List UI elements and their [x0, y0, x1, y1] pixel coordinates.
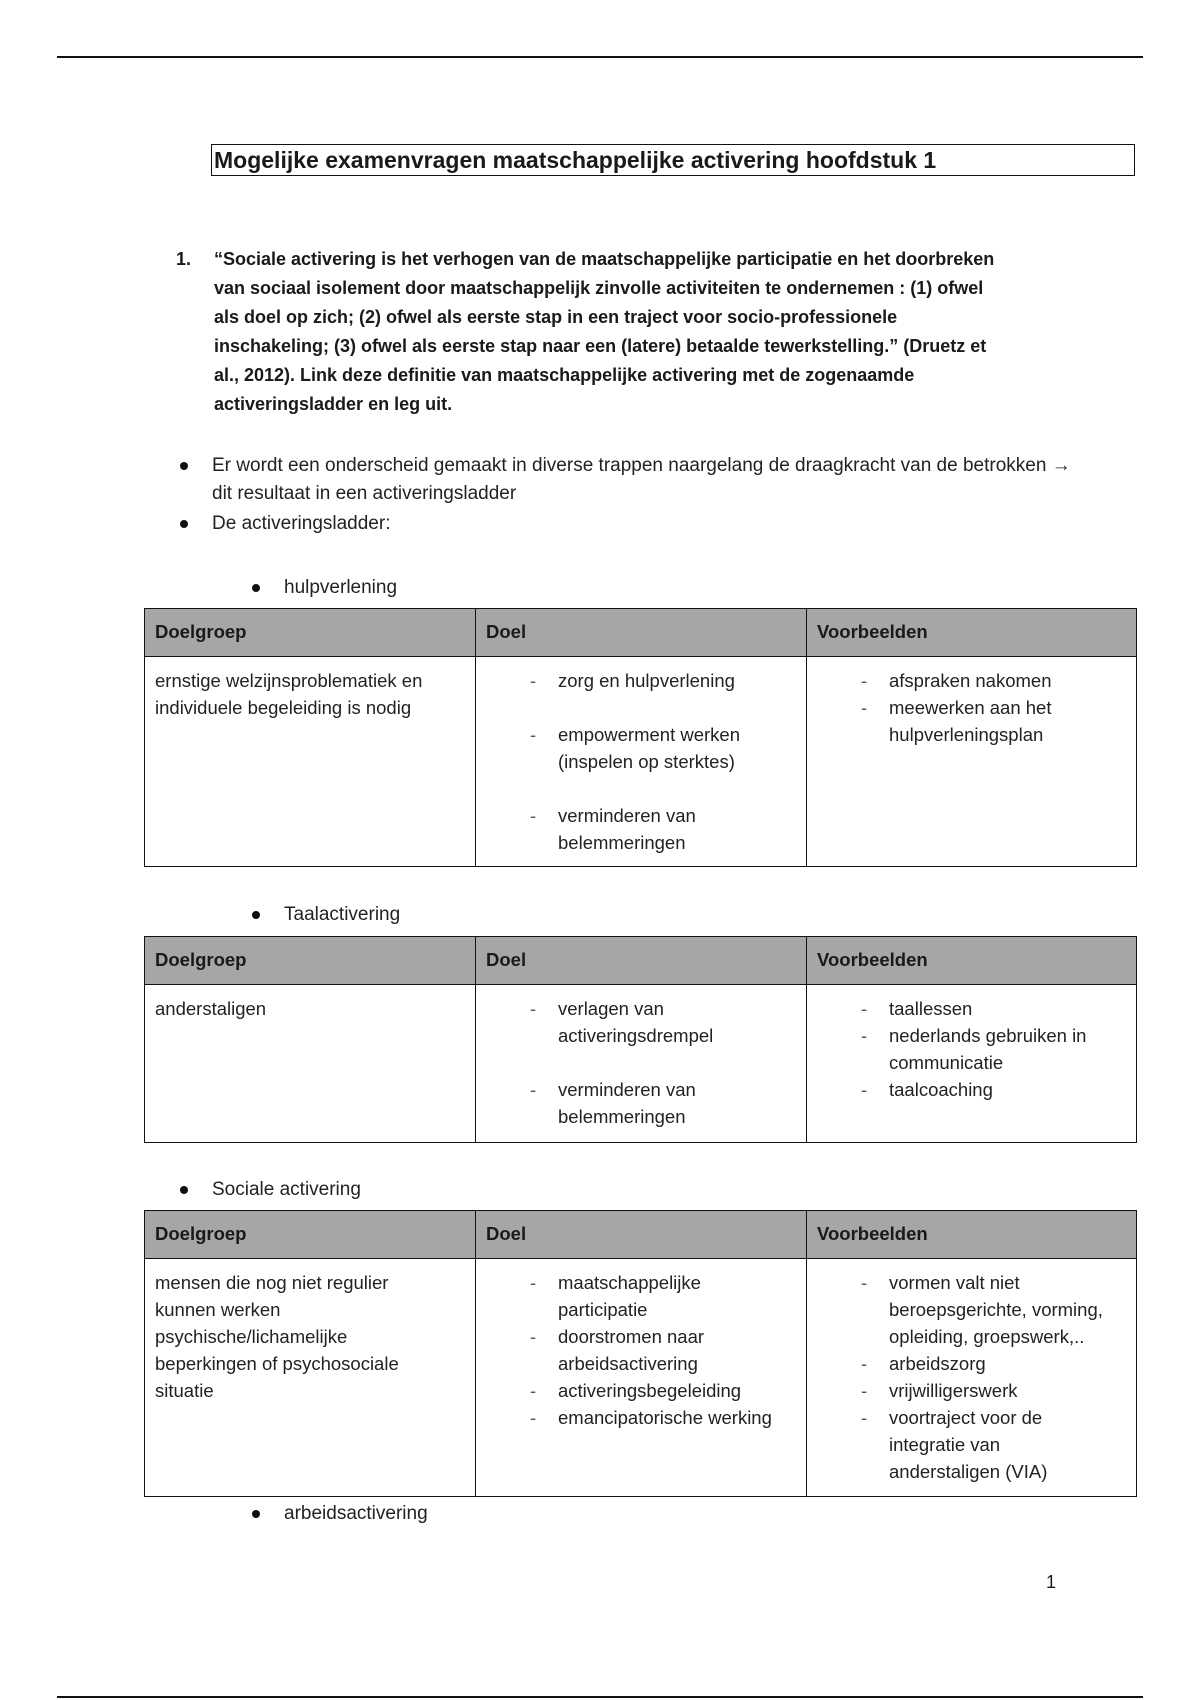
list-item: [817, 1269, 1126, 1350]
ladder-table-hulpverlening: [144, 608, 1137, 867]
cell-line: beperkingen of psychosociale: [155, 1353, 399, 1374]
cell-line: psychische/lichamelijke: [155, 1326, 348, 1347]
page-title: Mogelijke examenvragen maatschappelijke activering hoofdstuk 1: [211, 144, 1135, 176]
item-line: - verlagen van: [558, 998, 664, 1019]
item-line: - arbeidszorg: [889, 1353, 986, 1374]
item-line: - activeringsbegeleiding: [558, 1380, 742, 1401]
answer-bullet-distinction: [180, 452, 1140, 508]
list-item: [486, 1323, 796, 1377]
item-line: - zorg en hulpverlening: [558, 670, 735, 691]
header-doelgroep: Doelgroep: [145, 609, 476, 657]
item-line: - taallessen: [889, 998, 973, 1019]
section-label: Sociale activering: [212, 1179, 361, 1200]
section-label-sociale-activering: [180, 1176, 361, 1204]
question-line: activeringsladder en leg uit.: [214, 394, 453, 414]
answer-bullet-ladder: [180, 510, 390, 538]
cell-line: ernstige welzijnsproblematiek en: [155, 670, 423, 691]
page-number: 1: [1046, 1572, 1057, 1592]
list-item: [486, 1076, 796, 1130]
list-item: [486, 1269, 796, 1323]
footer-rule: [57, 1696, 1143, 1698]
list-item: [486, 1404, 796, 1431]
bullet-icon: [252, 584, 260, 592]
header-doelgroep: Doelgroep: [145, 1211, 476, 1259]
header-doel: Doel: [476, 937, 807, 985]
item-line: - vrijwilligerswerk: [889, 1380, 1018, 1401]
cell-doelgroep: [145, 1259, 476, 1497]
item-line: - verminderen van: [558, 805, 696, 826]
exam-question: [176, 245, 1076, 419]
table-header-row: [145, 937, 1137, 985]
cell-doel: [476, 985, 807, 1143]
list-item: [817, 694, 1126, 748]
list-item: [817, 1377, 1126, 1404]
item-line: - empowerment werken: [558, 724, 740, 745]
header-doel: Doel: [476, 1211, 807, 1259]
item-line: arbeidsactivering: [558, 1353, 698, 1374]
cell-doelgroep: [145, 657, 476, 867]
item-line: anderstaligen (VIA): [889, 1461, 1048, 1482]
header-voorbeelden: Voorbeelden: [807, 609, 1137, 657]
item-line: beroepsgerichte, vorming,: [889, 1299, 1103, 1320]
section-label: arbeidsactivering: [284, 1503, 428, 1524]
bullet-icon: [180, 462, 188, 470]
item-line: - emancipatorische werking: [558, 1407, 772, 1428]
cell-voorbeelden: [807, 657, 1137, 867]
list-item: [486, 802, 796, 856]
list-item: [817, 1350, 1126, 1377]
cell-line: anderstaligen: [155, 998, 267, 1019]
item-line: participatie: [558, 1299, 648, 1320]
item-line: (inspelen op sterktes): [558, 751, 735, 772]
bullet-line: dit resultaat in een activeringsladder: [212, 483, 517, 504]
question-text: [214, 245, 1076, 419]
section-label-arbeidsactivering: [252, 1500, 428, 1528]
bullet-line: Er wordt een onderscheid gemaakt in diverse trappen naargelang de draagkracht van de betrokken →: [212, 455, 1071, 476]
header-voorbeelden: Voorbeelden: [807, 1211, 1137, 1259]
section-label-taalactivering: [252, 901, 400, 929]
table-header-row: [145, 609, 1137, 657]
item-line: - maatschappelijke: [558, 1272, 701, 1293]
cell-voorbeelden: [807, 985, 1137, 1143]
bullet-icon: [252, 911, 260, 919]
header-doel: Doel: [476, 609, 807, 657]
header-voorbeelden: Voorbeelden: [807, 937, 1137, 985]
item-line: - taalcoaching: [889, 1079, 993, 1100]
list-item: [817, 1404, 1126, 1485]
item-line: - vormen valt niet: [889, 1272, 1020, 1293]
list-item: [817, 667, 1126, 694]
section-label: Taalactivering: [284, 904, 401, 925]
item-line: - meewerken aan het: [889, 697, 1052, 718]
question-line: inschakeling; (3) ofwel als eerste stap naar een (latere) betaalde tewerkstelling.” (Druetz et: [214, 336, 987, 356]
item-line: integratie van: [889, 1434, 1001, 1455]
list-item: [486, 1377, 796, 1404]
list-item: [817, 1022, 1126, 1076]
section-label-hulpverlening: [252, 574, 397, 602]
table-header-row: [145, 1211, 1137, 1259]
list-item: [486, 995, 796, 1049]
item-line: belemmeringen: [558, 1106, 686, 1127]
table-row: [145, 985, 1137, 1143]
list-item: [486, 667, 796, 694]
section-label: hulpverlening: [284, 577, 398, 598]
bullet-line: De activeringsladder:: [212, 513, 391, 534]
bullet-icon: [180, 1186, 188, 1194]
cell-voorbeelden: [807, 1259, 1137, 1497]
cell-line: situatie: [155, 1380, 214, 1401]
item-line: activeringsdrempel: [558, 1025, 714, 1046]
item-line: - nederlands gebruiken in: [889, 1025, 1087, 1046]
list-item: [817, 995, 1126, 1022]
list-item: [486, 721, 796, 775]
ladder-table-taalactivering: [144, 936, 1137, 1143]
list-item: [817, 1076, 1126, 1103]
cell-doel: [476, 1259, 807, 1497]
question-number: 1.: [176, 249, 192, 269]
question-line: als doel op zich; (2) ofwel als eerste stap in een traject voor socio-professionele: [214, 307, 898, 327]
table-row: [145, 657, 1137, 867]
cell-line: kunnen werken: [155, 1299, 281, 1320]
table-row: [145, 1259, 1137, 1497]
item-line: - verminderen van: [558, 1079, 696, 1100]
ladder-table-sociale-activering: [144, 1210, 1137, 1497]
bullet-icon: [252, 1510, 260, 1518]
item-line: hulpverleningsplan: [889, 724, 1044, 745]
header-doelgroep: Doelgroep: [145, 937, 476, 985]
cell-line: individuele begeleiding is nodig: [155, 697, 412, 718]
item-line: communicatie: [889, 1052, 1004, 1073]
item-line: - doorstromen naar: [558, 1326, 705, 1347]
question-line: van sociaal isolement door maatschappelijk zinvolle activiteiten te ondernemen : (1) ofwel: [214, 278, 984, 298]
item-line: belemmeringen: [558, 832, 686, 853]
bullet-icon: [180, 520, 188, 528]
question-line: “Sociale activering is het verhogen van de maatschappelijke participatie en het doorbreken: [214, 249, 995, 269]
cell-doelgroep: [145, 985, 476, 1143]
question-line: al., 2012). Link deze definitie van maatschappelijke activering met de zogenaamde: [214, 365, 915, 385]
item-line: - voortraject voor de: [889, 1407, 1043, 1428]
cell-line: mensen die nog niet regulier: [155, 1272, 389, 1293]
item-line: - afspraken nakomen: [889, 670, 1052, 691]
item-line: opleiding, groepswerk,..: [889, 1326, 1085, 1347]
cell-doel: [476, 657, 807, 867]
header-rule: [57, 56, 1143, 58]
